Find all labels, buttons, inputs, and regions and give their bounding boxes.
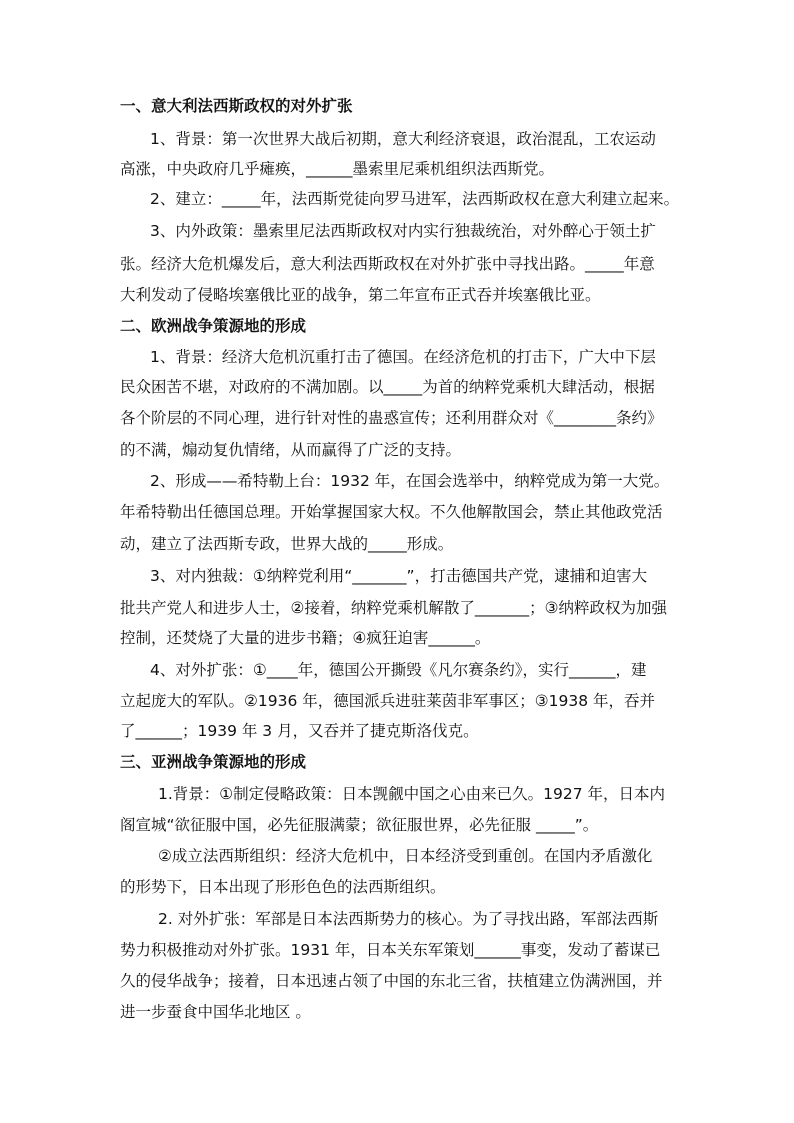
text-line: 阁宣城“欲征服中国，必先征服满蒙；欲征服世界，必先征服 _____”。: [120, 816, 599, 834]
section-3-heading: 三、亚洲战争策源地的形成: [120, 753, 307, 771]
text-line: 的形势下，日本出现了形形色色的法西斯组织。: [120, 878, 446, 896]
text-line: 各个阶层的不同心理，进行针对性的蛊惑宣传；还利用群众对《________条约》: [120, 409, 663, 427]
text-line: 大利发动了侵略埃塞俄比亚的战争，第二年宣布正式吞并埃塞俄比亚。: [120, 286, 601, 304]
text-line: 立起庞大的军队。②1936 年，德国派兵进驻莱茵非军事区；③1938 年，吞并: [120, 692, 656, 710]
text-line: 4、对外扩张：①____年，德国公开撕毁《凡尔赛条约》，实行______，建: [150, 661, 647, 679]
text-line: 1、背景：第一次世界大战后初期，意大利经济衰退，政治混乱，工农运动: [150, 130, 656, 148]
text-line: 进一步蚕食中国华北地区 。: [120, 1003, 311, 1021]
text-line: 的不满，煽动复仇情绪，从而赢得了广泛的支持。: [120, 441, 462, 459]
text-line: 1.背景：①制定侵略政策：日本觊觎中国之心由来已久。1927 年，日本内: [158, 785, 666, 803]
text-line: 高涨，中央政府几乎瘫痪，______墨索里尼乘机组织法西斯党。: [120, 160, 555, 178]
text-line: 久的侵华战争；接着，日本迅速占领了中国的东北三省，扶植建立伪满洲国，并: [120, 972, 663, 990]
text-line: ②成立法西斯组织：经济大危机中，日本经济受到重创。在国内矛盾激化: [158, 847, 653, 865]
text-line: 2、形成——希特勒上台：1932 年，在国会选举中，纳粹党成为第一大党。: [150, 472, 670, 490]
text-line: 张。经济大危机爆发后，意大利法西斯政权在对外扩张中寻找出路。_____年意: [120, 255, 655, 273]
text-line: 动，建立了法西斯专政，世界大战的_____形成。: [120, 535, 454, 553]
text-line: 了______；1939 年 3 月，又吞并了捷克斯洛伐克。: [120, 722, 479, 740]
text-line: 民众困苦不堪，对政府的不满加剧。以_____为首的纳粹党乘机大肆活动，根据: [120, 378, 655, 396]
text-line: 批共产党人和进步人士，②接着，纳粹党乘机解散了_______；③纳粹政权为加强: [120, 599, 668, 617]
text-line: 3、对内独裁：①纳粹党利用“_______”，打击德国共产党，逮捕和迫害大: [150, 567, 648, 585]
section-1-heading: 一、意大利法西斯政权的对外扩张: [120, 97, 353, 115]
text-line: 1、背景：经济大危机沉重打击了德国。在经济危机的打击下，广大中下层: [150, 348, 656, 366]
text-line: 势力积极推动对外扩张。1931 年，日本关东军策划______事变，发动了蓄谋已: [120, 941, 661, 959]
text-line: 年希特勒出任德国总理。开始掌握国家大权。不久他解散国会，禁止其他政党活: [120, 503, 663, 521]
section-2-heading: 二、欧洲战争策源地的形成: [120, 317, 307, 335]
text-line: 3、内外政策：墨索里尼法西斯政权对内实行独裁统治，对外醉心于领土扩: [150, 222, 656, 240]
text-line: 控制，还焚烧了大量的进步书籍；④疯狂迫害______。: [120, 629, 491, 647]
text-line: 2、建立：_____年，法西斯党徒向罗马进军，法西斯政权在意大利建立起来。: [150, 190, 680, 208]
text-line: 2. 对外扩张：军部是日本法西斯势力的核心。为了寻找出路，军部法西斯: [158, 910, 659, 928]
